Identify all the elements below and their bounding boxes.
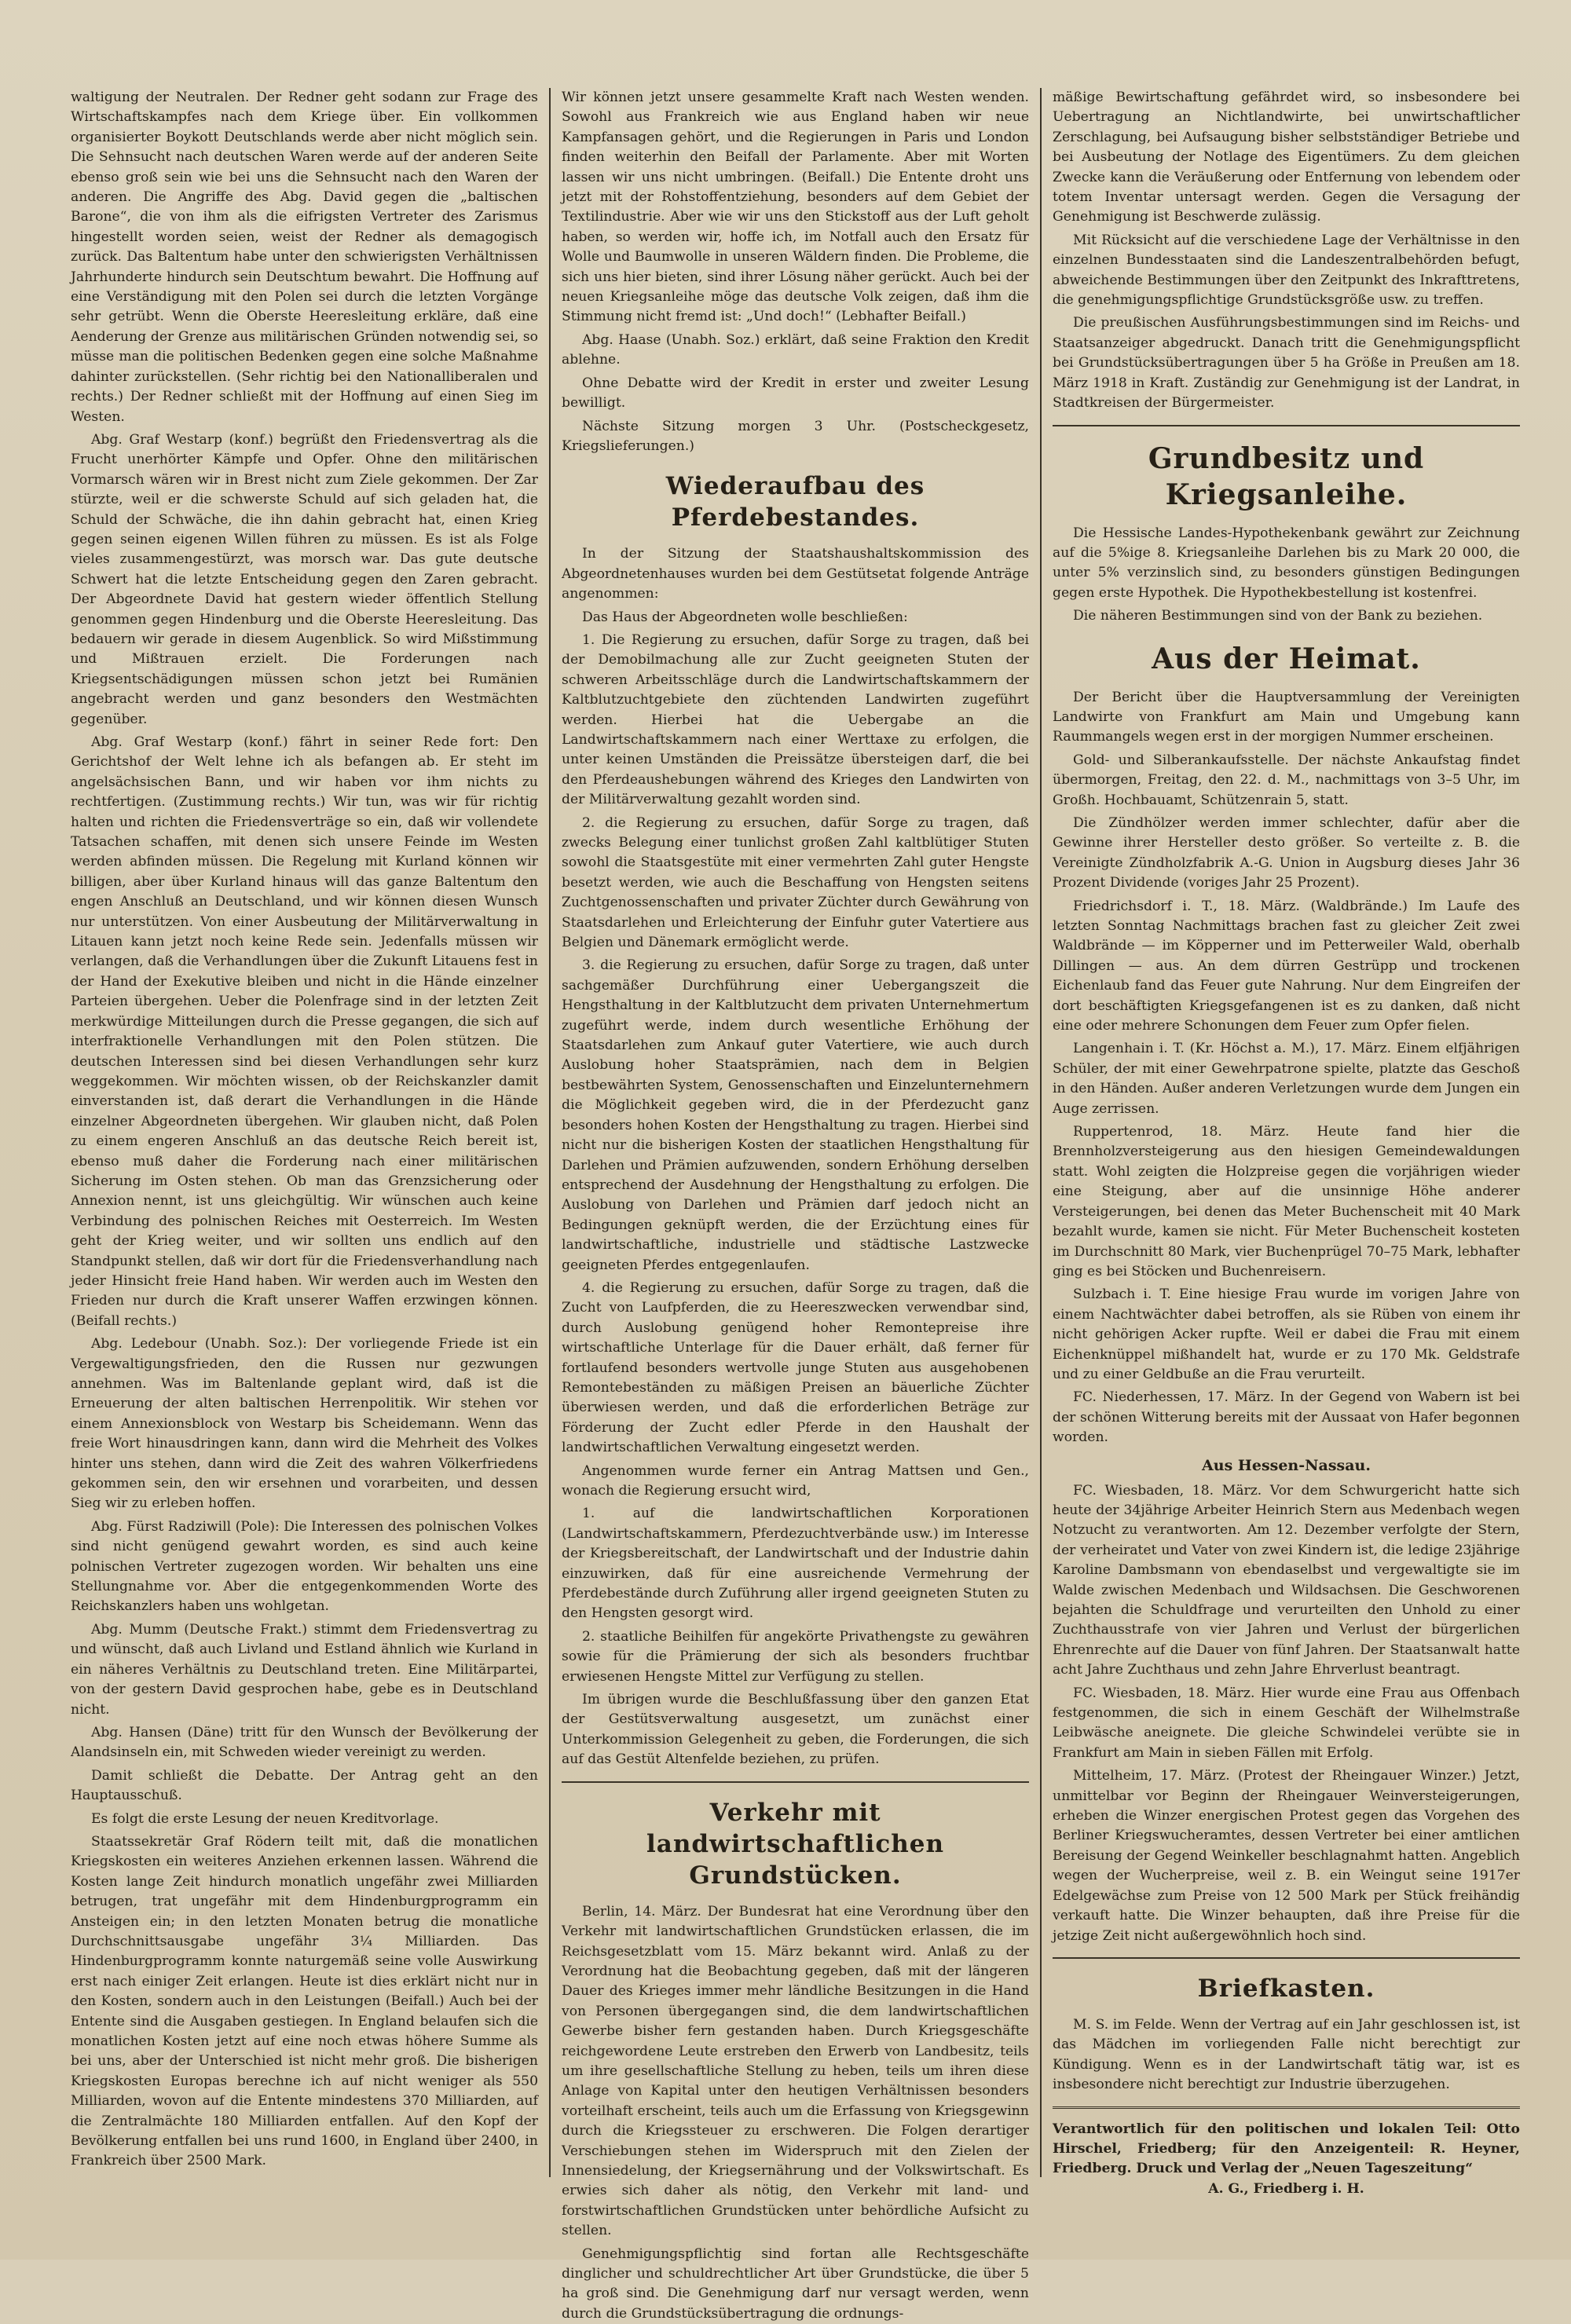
heimat-text bbox=[1053, 688, 1520, 1448]
paragraph: Im übrigen wurde die Beschlußfassung über den ganzen Etat der Gestütsverwaltung ausgesetzt, um zunächst einer Unterkommission Gelegenheit zu geben, die Forderungen, die sich auf das Gestüt Altenfelde beziehen, zu prüfen. bbox=[562, 1692, 1029, 1768]
paragraph: Genehmigungspflichtig sind fortan alle Rechtsgeschäfte dinglicher und schuldrechtlicher Art über Grundstücke, die über 5 ha groß sind. Die Genehmigung darf nur versagt werden, wenn durch die Grundstücksübertragung die ordnungs- bbox=[562, 2245, 1029, 2322]
reichstag-report-text bbox=[71, 88, 538, 2172]
heading-grundbesitz: Grundbesitz und Kriegsanleihe. bbox=[1148, 441, 1425, 511]
paragraph: Staatssekretär Graf Rödern teilt mit, daß die monatlichen Kriegskosten ein weiteres Anziehen erkennen lassen. Während die Kosten lange Zeit hindurch monatlich ungefähr zwei Milliarden betrugen, trat ungefähr mit dem Hindenburgprogramm ein Ansteigen ein; in den letzten Monaten betrug die monatliche Durchschnittsausgabe ungefähr 3¼ Milliarden. Das Hindenburgprogramm konnte naturgemäß seine volle Auswirkung erst nach einiger Zeit erlangen. Heute ist dies erklärt nicht nur in den Kosten, sondern auch in den Leistungen (Beifall.) Auch bei der Entente sind die Ausgaben gestiegen. In England belaufen sich die monatlichen Kosten jetzt auf eine noch etwas höhere Summe als bei uns, aber der Unterschied ist nicht mehr groß. Die bisherigen Kriegskosten Europas berechne ich auf nicht weniger als 550 Milliarden, wovon auf die Entente mindestens 370 Milliarden, auf die Zentralmächte 180 Milliarden entfallen. Auf den Kopf der Bevölkerung entfallen bei uns rund 1600, in England über 2400, in Frankreich über 2500 Mark. bbox=[71, 1833, 538, 2169]
paragraph: Das Haus der Abgeordneten wolle beschließen: bbox=[582, 609, 908, 625]
paragraph: FC. Niederhessen, 17. März. In der Gegend von Wabern ist bei der schönen Witterung bereits mit der Aussaat von Hafer begonnen worden. bbox=[1053, 1389, 1520, 1446]
paragraph: Gold- und Silberankaufsstelle. Der nächste Ankaufstag findet übermorgen, Freitag, den 22. d. M., nachmittags von 3–5 Uhr, im Großh. Hochbauamt, Schützenrain 5, statt. bbox=[1053, 752, 1520, 808]
paragraph: FC. Wiesbaden, 18. März. Hier wurde eine Frau aus Offenbach festgenommen, die sich in einem Geschäft der Wilhelmstraße Leibwäsche aneignete. Die gleiche Schwindelei verübte sie in Frankfurt am Main in sieben Fällen mit Erfolg. bbox=[1053, 1685, 1520, 1761]
masthead-imprint bbox=[1053, 2120, 1520, 2200]
paragraph: Damit schließt die Debatte. Der Antrag geht an den Hauptausschuß. bbox=[71, 1767, 538, 1804]
paragraph: 4. die Regierung zu ersuchen, dafür Sorge zu tragen, daß die Zucht von Laufpferden, die zu Heereszwecken verwendbar sind, durch Auslobung genügend hoher Remontepreise ihre wirtschaftliche Unterlage für die Dauer erhält, daß ferner für fortlaufend besonders wertvolle junge Stuten aus ausgehobenen Remontebeständen zu mäßigen Preisen an bäuerliche Züchter überwiesen werden, und daß die erforderlichen Beträge zur Förderung der Zucht edler Pferde in den Haushalt der landwirtschaftlichen Verwaltung eingesetzt werden. bbox=[562, 1279, 1029, 1456]
paragraph: 2. staatliche Beihilfen für angekörte Privathengste zu gewähren sowie für die Prämierung der sich als besonders fruchtbar erwiesenen Hengste Mittel zur Verfügung zu stellen. bbox=[562, 1628, 1029, 1685]
paragraph: Die Zündhölzer werden immer schlechter, dafür aber die Gewinne ihrer Hersteller desto größer. So verteilte z. B. die Vereinigte Zündholzfabrik A.-G. Union in Augsburg dieses Jahr 36 Prozent Dividende (voriges Jahr 25 Prozent). bbox=[1053, 814, 1520, 891]
imprint-line: Verantwortlich für den politischen und lokalen Teil: Otto Hirschel, Friedberg; für den Anzeigenteil: R. Heyner, Friedberg. Druck und Verlag der „Neuen Tageszeitung“ bbox=[1053, 2121, 1520, 2177]
paragraph: Mit Rücksicht auf die verschiedene Lage der Verhältnisse in den einzelnen Bundesstaaten sind die Landeszentralbehörden befugt, abweichende Bestimmungen über den Zeitpunkt des Inkrafttretens, die genehmigungspflichtige Grundstücksgröße usw. zu treffen. bbox=[1053, 232, 1520, 309]
masthead-divider bbox=[1053, 2106, 1520, 2109]
imprint-publisher: A. G., Friedberg i. H. bbox=[1208, 2180, 1364, 2197]
paragraph: Der Bericht über die Hauptversammlung der Vereinigten Landwirte von Frankfurt am Main und Umgebung kann Raummangels wegen erst in der morgigen Nummer erscheinen. bbox=[1053, 689, 1520, 745]
paragraph: 3. die Regierung zu ersuchen, dafür Sorge zu tragen, daß unter sachgemäßer Durchführung einer Uebergangszeit die Hengsthaltung in der Kaltblutzucht dem privaten Unternehmertum zugeführt werde, indem durch wesentliche Erhöhung der Staatsdarlehen zum Ankauf guter Vatertiere, wie auch durch Auslobung hoher Staatsprämien, nach dem in Belgien bestbewährten System, Genossenschaften und Einzelunternehmern die Möglichkeit gegeben wird, die in der Pferdezucht ganz besonders hohen Kosten der Hengsthaltung zu tragen. Hierbei sind nicht nur die bisherigen Kosten der staatlichen Hengsthaltung für Darlehen und Prämien aufzuwenden, sondern Erhöhung derselben entsprechend der Ausdehnung der Hengsthaltung zu erfolgen. Die Auslobung von Darlehen und Prämien darf jedoch nicht an Bedingungen geknüpft werden, die der Erzüchtung eines für landwirtschaftliche, industrielle und städtische Lastzwecke geeigneten Pferdes entgegenlaufen. bbox=[562, 957, 1029, 1273]
heading-heimat: Aus der Heimat. bbox=[1152, 642, 1421, 675]
paragraph: 2. die Regierung zu ersuchen, dafür Sorge zu tragen, daß zwecks Belegung einer tunlichst großen Zahl kaltblütiger Stuten sowohl die Staatsgestüte mit einer vermehrten Zahl guter Hengste besetzt werden, wie auch die Beschaffung von Hengsten seitens Zuchtgenossenschaften und privater Züchter durch Gewährung von Staatsdarlehen und Erleichterung der Einfuhr guter Vatertiere aus Belgien und Dänemark ermöglicht werde. bbox=[562, 814, 1029, 951]
column-rule bbox=[549, 88, 551, 2177]
paragraph: Abg. Graf Westarp (konf.) begrüßt den Friedensvertrag als die Frucht unerhörter Kämpfe und Opfer. Ohne den militärischen Vormarsch wären wir in Brest nicht zum Ziele gekommen. Der Zar stürzte, weil er die schwerste Schuld auf sich geladen hat, die Schuld der Schwäche, die ihn dahin gebracht hat, einen Krieg gegen seinen eigenen Willen führen zu müssen. Es ist als Folge vieles zusammengestürzt, was morsch war. Das gute deutsche Schwert hat die letzte Entscheidung gegen den Zaren gebracht. Der Abgeordnete David hat gestern wieder öffentlich Stellung genommen gegen Hindenburg und die Oberste Heeresleitung. Das bedauern wir gerade in diesem Augenblick. So wird Mißstimmung und Mißtrauen erzielt. Die Forderungen nach Kriegsentschädigungen müssen schon jetzt bei Rumänien angebracht werden und ganz besonders den Westmächten gegenüber. bbox=[71, 431, 538, 727]
column-2 bbox=[562, 88, 1029, 2322]
paragraph: Angenommen wurde ferner ein Antrag Mattsen und Gen., wonach die Regierung ersucht wird, bbox=[562, 1462, 1029, 1499]
paragraph: Die preußischen Ausführungsbestimmungen sind im Reichs- und Staatsanzeiger abgedruckt. Danach tritt die Genehmigungspflicht bei Grundstücksübertragungen über 5 ha Größe in Preußen am 18. März 1918 in Kraft. Zuständig zur Genehmigung ist der Landrat, in Stadtkreisen der Bürgermeister. bbox=[1053, 315, 1520, 412]
paragraph: FC. Wiesbaden, 18. März. Vor dem Schwurgericht hatte sich heute der 34jährige Arbeiter Heinrich Stern aus Medenbach wegen Notzucht zu verantworten. Am 12. Dezember verfolgte der Stern, der verheiratet und Vater von zwei Kindern ist, die ledige 23jährige Karoline Dambsmann von ebendaselbst und vergewaltigte sie im Walde zwischen Medenbach und Wildsachsen. Die Geschworenen bejahten die Schuldfrage und verurteilten den Unhold zu einer Zuchthausstrafe von vier Jahren und Verlust der bürgerlichen Ehrenrechte auf die Dauer von fünf Jahren. Der Staatsanwalt hatte acht Jahre Zuchthaus und zehn Jahre Ehrverlust beantragt. bbox=[1053, 1482, 1520, 1678]
paragraph: mäßige Bewirtschaftung gefährdet wird, so insbesondere bei Uebertragung an Nichtlandwirte, bei unwirtschaftlicher Zerschlagung, bei Aufsaugung bisher selbstständiger Betriebe und bei Ausbeutung der Notlage des Eigentümers. Zu dem gleichen Zwecke kann die Veräußerung oder Entfernung von lebendem oder totem Inventar untersagt werden. Gegen die Versagung der Genehmigung ist Beschwerde zulässig. bbox=[1053, 90, 1520, 225]
section-divider bbox=[1053, 1957, 1520, 1959]
paragraph: Abg. Hansen (Däne) tritt für den Wunsch der Bevölkerung der Alandsinseln ein, mit Schweden wieder vereinigt zu werden. bbox=[71, 1724, 538, 1761]
grundstuecke-continued-text bbox=[1053, 88, 1520, 414]
paragraph: Berlin, 14. März. Der Bundesrat hat eine Verordnung über den Verkehr mit landwirtschaftlichen Grundstücken erlassen, die im Reichsgesetzblatt vom 15. März bekannt wird. Anlaß zu der Verordnung hat die Beobachtung gegeben, daß mit der längeren Dauer des Krieges immer mehr ländliche Besitzungen in die Hand von Personen übergegangen sind, die dem landwirtschaftlichen Gewerbe bisher fern gestanden haben. Durch Kriegsgeschäfte reichgewordene Leute erstreben den Erwerb von Landbesitz, teils um ihre gesellschaftliche Stellung zu heben, teils um ihren diese Anlage von Kapital unter den heutigen Verhältnissen besonders vorteilhaft erscheint, teils auch um die Erfassung von Kriegsgewinn durch die Kriegssteuer zu erschweren. Die Folgen derartiger Verschiebungen stehen im Widerspruch mit den Zielen der Innensiedelung, der Kriegsernährung und der Volkswirtschaft. Es erwies sich daher als nötig, den Verkehr mit land- und forstwirtschaftlichen Grundstücken unter behördliche Aufsicht zu stellen. bbox=[562, 1903, 1029, 2239]
paragraph: 1. Die Regierung zu ersuchen, dafür Sorge zu tragen, daß bei der Demobilmachung alle zur Zucht geeigneten Stuten der schweren Arbeitsschläge durch die Landwirtschaftskammern der Kaltblutzuchtgebiete den züchtenden Landwirten zugeführt werden. Hierbei hat die Uebergabe an die Landwirtschaftskammern nach einer Werttaxe zu erfolgen, die unter keinen Umständen die Preissätze übersteigen darf, die bei den Pferdeaushebungen während des Krieges den Landwirten von der Militärverwaltung gezahlt worden sind. bbox=[562, 631, 1029, 808]
paragraph: Die Hessische Landes-Hypothekenbank gewährt zur Zeichnung auf die 5%ige 8. Kriegsanleihe Darlehen bis zu Mark 20 000, die unter 5% verzinslich sind, zu besonders günstigen Bedingungen gegen erste Hypothek. Die Hypothekbestellung ist kostenfrei. bbox=[1053, 525, 1520, 601]
paragraph: Abg. Graf Westarp (konf.) fährt in seiner Rede fort: Den Gerichtshof der Welt lehne ich als befangen ab. Er steht im angelsächsischen Bann, und wir haben vor ihm nichts zu rechtfertigen. (Zustimmung rechts.) Wir tun, was wir für richtig halten und richten die Friedensverträge so ein, daß wir vollendete Tatsachen schaffen, mit denen sich unsere Feinde im Westen werden abfinden müssen. Die Regelung mit Kurland können wir billigen, aber über Kurland hinaus will das ganze Baltentum den engen Anschluß an Deutschland, und wir können diesen Wunsch nur unterstützen. Von einer Ausbeutung der Militärverwaltung in Litauen kann jetzt noch keine Rede sein. Jedenfalls müssen wir verlangen, daß die Verhandlungen über die Zukunft Litauens fest in der Hand der Exekutive bleiben und nicht in die Hände einzelner Parteien übergehen. Ueber die Polenfrage sind in der letzten Zeit merkwürdige Mitteilungen durch die Presse gegangen, die sich auf interfraktionelle Verhandlungen mit den Polen stützen. Die deutschen Interessen sind bei diesen Verhandlungen sehr kurz weggekommen. Wir möchten wissen, ob der Reichskanzler damit einverstanden ist, daß derart die Verhandlungen in die Hände einzelner Abgeordneten übergehen. Wir glauben nicht, daß Polen zu einem engeren Anschluß an das deutsche Reich bereit ist, ebenso muß daher die Forderung nach einer militärischen Sicherung im Osten stehen. Ob man das Grenzsicherung oder Annexion nennt, ist uns gleichgültig. Wir wünschen auch keine Verbindung des polnischen Reiches mit Oesterreich. Im Westen geht der Krieg weiter, und wir sollten uns endlich auf den Standpunkt stellen, daß wir dort für die Friedensverhandlung nach jeder Hinsicht freie Hand haben. Wir werden auch im Westen den Frieden nur durch die Kraft unserer Waffen erzwingen können. (Beifall rechts.) bbox=[71, 734, 538, 1329]
paragraph: Mittelheim, 17. März. (Protest der Rheingauer Winzer.) Jetzt, unmittelbar vor Beginn der Rheingauer Weinversteigerungen, erheben die Winzer energischen Protest gegen das Vorgehen des Berliner Kriegswucheramtes, dessen Vertreter bei einer amtlichen Bereisung der Gegend Weinkeller beschlagnahmt hatten. Angeblich wegen der Wucherpreise, weil z. B. ein Weingut seine 1917er Edelgewächse zum Preise von 12 500 Mark per Stück freihändig verkauft hatte. Die Winzer behaupten, daß ihre Preise für die jetzige Zeit nicht außergewöhnlich hoch sind. bbox=[1053, 1768, 1520, 1944]
paragraph: M. S. im Felde. Wenn der Vertrag auf ein Jahr geschlossen ist, ist das Mädchen im vorliegenden Falle nicht berechtigt zur Kündigung. Wenn es in der Landwirtschaft tätig war, ist es insbesondere nicht berechtigt zur Industrie überzugehen. bbox=[1053, 2016, 1520, 2093]
heading-briefkasten: Briefkasten. bbox=[1197, 1974, 1375, 2003]
paragraph: waltigung der Neutralen. Der Redner geht sodann zur Frage des Wirtschaftskampfes nach dem Kriege über. Ein vollkommen organisierter Boykott Deutschlands werde aber nicht möglich sein. Die Sehnsucht nach deutschen Waren werde auf der anderen Seite ebenso groß sein wie bei uns die Sehnsucht nach den Waren der anderen. Die Angriffe des Abg. David gegen die „baltischen Barone“, die von ihm als die eifrigsten Vertreter des Zarismus hingestellt worden seien, weist der Redner als demagogisch zurück. Das Baltentum habe unter den schwierigsten Verhältnissen Jahrhunderte hindurch sein Deutschtum bewahrt. Die Hoffnung auf eine Verständigung mit den Polen sei durch die letzten Vorgänge sehr getrübt. Wenn die Oberste Heeresleitung erkläre, daß eine Aenderung der Grenze aus militärischen Gründen notwendig sei, so müsse man die politischen Bedenken gegen eine solche Maßnahme dahinter zurückstellen. (Sehr richtig bei den Nationalliberalen und rechts.) Der Redner schließt mit der Hoffnung auf einen Sieg im Westen. bbox=[71, 90, 538, 425]
paragraph: In der Sitzung der Staatshaushaltskommission des Abgeordnetenhauses wurden bei dem Gestütsetat folgende Anträge angenommen: bbox=[562, 546, 1029, 602]
paragraph: Abg. Fürst Radziwill (Pole): Die Interessen des polnischen Volkes sind nicht genügend gewahrt worden, es sind auch keine polnischen Vertreter zugezogen worden. Wir behalten uns eine Stellungnahme vor. Aber die entgegenkommenden Worte des Reichskanzlers haben uns wohlgetan. bbox=[71, 1518, 538, 1615]
paragraph: Ohne Debatte wird der Kredit in erster und zweiter Lesung bewilligt. bbox=[562, 375, 1029, 412]
column-1 bbox=[71, 88, 538, 2177]
paragraph: Friedrichsdorf i. T., 18. März. (Waldbrände.) Im Laufe des letzten Sonntag Nachmittags brachen fast zu gleicher Zeit zwei Waldbrände — im Köpperner und im Petterweiler Wald, oberhalb Dillingen — aus. An dem dürren Gestrüpp und trockenen Eichenlaub fand das Feuer gute Nahrung. Nur dem Eingreifen der dort beschäftigten Kriegsgefangenen ist es zu danken, daß nicht eine oder mehrere Schonungen dem Feuer zum Opfer fielen. bbox=[1053, 898, 1520, 1034]
grundstuecke-text bbox=[562, 1902, 1029, 2324]
columns bbox=[71, 88, 1524, 2322]
column-rule bbox=[1040, 88, 1042, 2177]
paragraph: Abg. Ledebour (Unabh. Soz.): Der vorliegende Friede ist ein Vergewaltigungsfrieden, den die Russen nur gezwungen annehmen. Was im Baltenlande geplant wird, daß ist die Erneuerung der alten baltischen Herrenpolitik. Wir stehen vor einem Annexionsblock von Westarp bis Scheidemann. Wenn das freie Wort hinausdringen kann, dann wird die Mehrheit des Volkes hinter uns stehen, dann wird die Zeit des wahren Völkerfriedens gekommen sein, den wir ersehnen und vorarbeiten, und dessen Sieg wir zu erleben hoffen. bbox=[71, 1336, 538, 1512]
paragraph: Wir können jetzt unsere gesammelte Kraft nach Westen wenden. Sowohl aus Frankreich wie aus England haben wir neue Kampfansagen gehört, und die Regierungen in Paris und London finden weiterhin den Beifall der Parlamente. Aber mit Worten lassen wir uns nicht umbringen. (Beifall.) Die Entente droht uns jetzt mit der Rohstoffentziehung, besonders auf dem Gebiet der Textilindustrie. Aber wie wir uns den Stickstoff aus der Luft geholt haben, so werden wir, hoffe ich, im Notfall auch den Ersatz für Wolle und Baumwolle in unseren Wäldern finden. Die Probleme, die sich uns hier bieten, sind ihrer Lösung näher gerückt. Auch bei der neuen Kriegsanleihe möge das deutsche Volk zeigen, daß ihm die Stimmung nicht fremd ist: „Und doch!“ (Lebhafter Beifall.) bbox=[562, 90, 1029, 325]
heading-grundstuecke: Verkehr mit landwirtschaftlichen Grundstücken. bbox=[646, 1798, 945, 1890]
subheading-hessen-nassau: Aus Hessen-Nassau. bbox=[1202, 1456, 1371, 1474]
kredit-debate-text bbox=[562, 88, 1029, 456]
hessen-nassau-text bbox=[1053, 1481, 1520, 1946]
section-divider bbox=[562, 1781, 1029, 1783]
paragraph: Sulzbach i. T. Eine hiesige Frau wurde im vorigen Jahre von einem Nachtwächter dabei betroffen, als sie Rüben von einem ihr nicht gehörigen Acker rupfte. Weil er dabei die Frau mit einem Eichenknüppel mißhandelt hat, wurde er zu 170 Mk. Geldstrafe und zu einer Geldbuße an die Frau verurteilt. bbox=[1053, 1286, 1520, 1382]
heading-pferdebestand: Wiederaufbau des Pferdebestandes. bbox=[665, 472, 925, 533]
paragraph: Die näheren Bestimmungen sind von der Bank zu beziehen. bbox=[1073, 608, 1483, 624]
paragraph: Es folgt die erste Lesung der neuen Kreditvorlage. bbox=[91, 1810, 439, 1827]
grundbesitz-text bbox=[1053, 524, 1520, 627]
paragraph: Ruppertenrod, 18. März. Heute fand hier die Brennholzversteigerung aus den hiesigen Gemeindewaldungen statt. Wohl zeigten die Holzpreise gegen die vorjährigen wieder eine Steigung, aber auf die unsinnige Höhe anderer Versteigerungen, bei denen das Meter Buchenscheit mit 40 Mark bezahlt wurde, kamen sie nicht. Für Meter Buchenscheit kosteten im Durchschnitt 80 Mark, vier Buchenprügel 70–75 Mark, lebhafter ging es bei Stöcken und Buchenreisern. bbox=[1053, 1124, 1520, 1279]
paragraph: Abg. Haase (Unabh. Soz.) erklärt, daß seine Fraktion den Kredit ablehne. bbox=[562, 331, 1029, 368]
paragraph: 1. auf die landwirtschaftlichen Korporationen (Landwirtschaftskammern, Pferdezuchtverbände usw.) im Interesse der Kriegsbereitschaft, der Landwirtschaft und der Industrie dahin einzuwirken, daß für eine ausreichende Vermehrung der Pferdebestände durch Zuführung aller irgend geeigneten Stuten zu den Hengsten gesorgt wird. bbox=[562, 1506, 1029, 1622]
column-3 bbox=[1053, 88, 1520, 2197]
paragraph: Langenhain i. T. (Kr. Höchst a. M.), 17. März. Einem elfjährigen Schüler, der mit einer Gewehrpatrone spielte, platzte das Geschoß in den Händen. Außer anderen Verletzungen wurde dem Jungen ein Auge zerrissen. bbox=[1053, 1041, 1520, 1117]
briefkasten-text bbox=[1053, 2015, 1520, 2095]
section-divider bbox=[1053, 425, 1520, 426]
pferdebestand-text bbox=[562, 544, 1029, 1770]
paragraph: Nächste Sitzung morgen 3 Uhr. (Postscheckgesetz, Kriegslieferungen.) bbox=[562, 418, 1029, 454]
paragraph: Abg. Mumm (Deutsche Frakt.) stimmt dem Friedensvertrag zu und wünscht, daß auch Livland und Estland ähnlich wie Kurland in ein näheres Verhältnis zu Deutschland treten. Eine Militärpartei, von der gestern David gesprochen habe, gebe es in Deutschland nicht. bbox=[71, 1621, 538, 1718]
